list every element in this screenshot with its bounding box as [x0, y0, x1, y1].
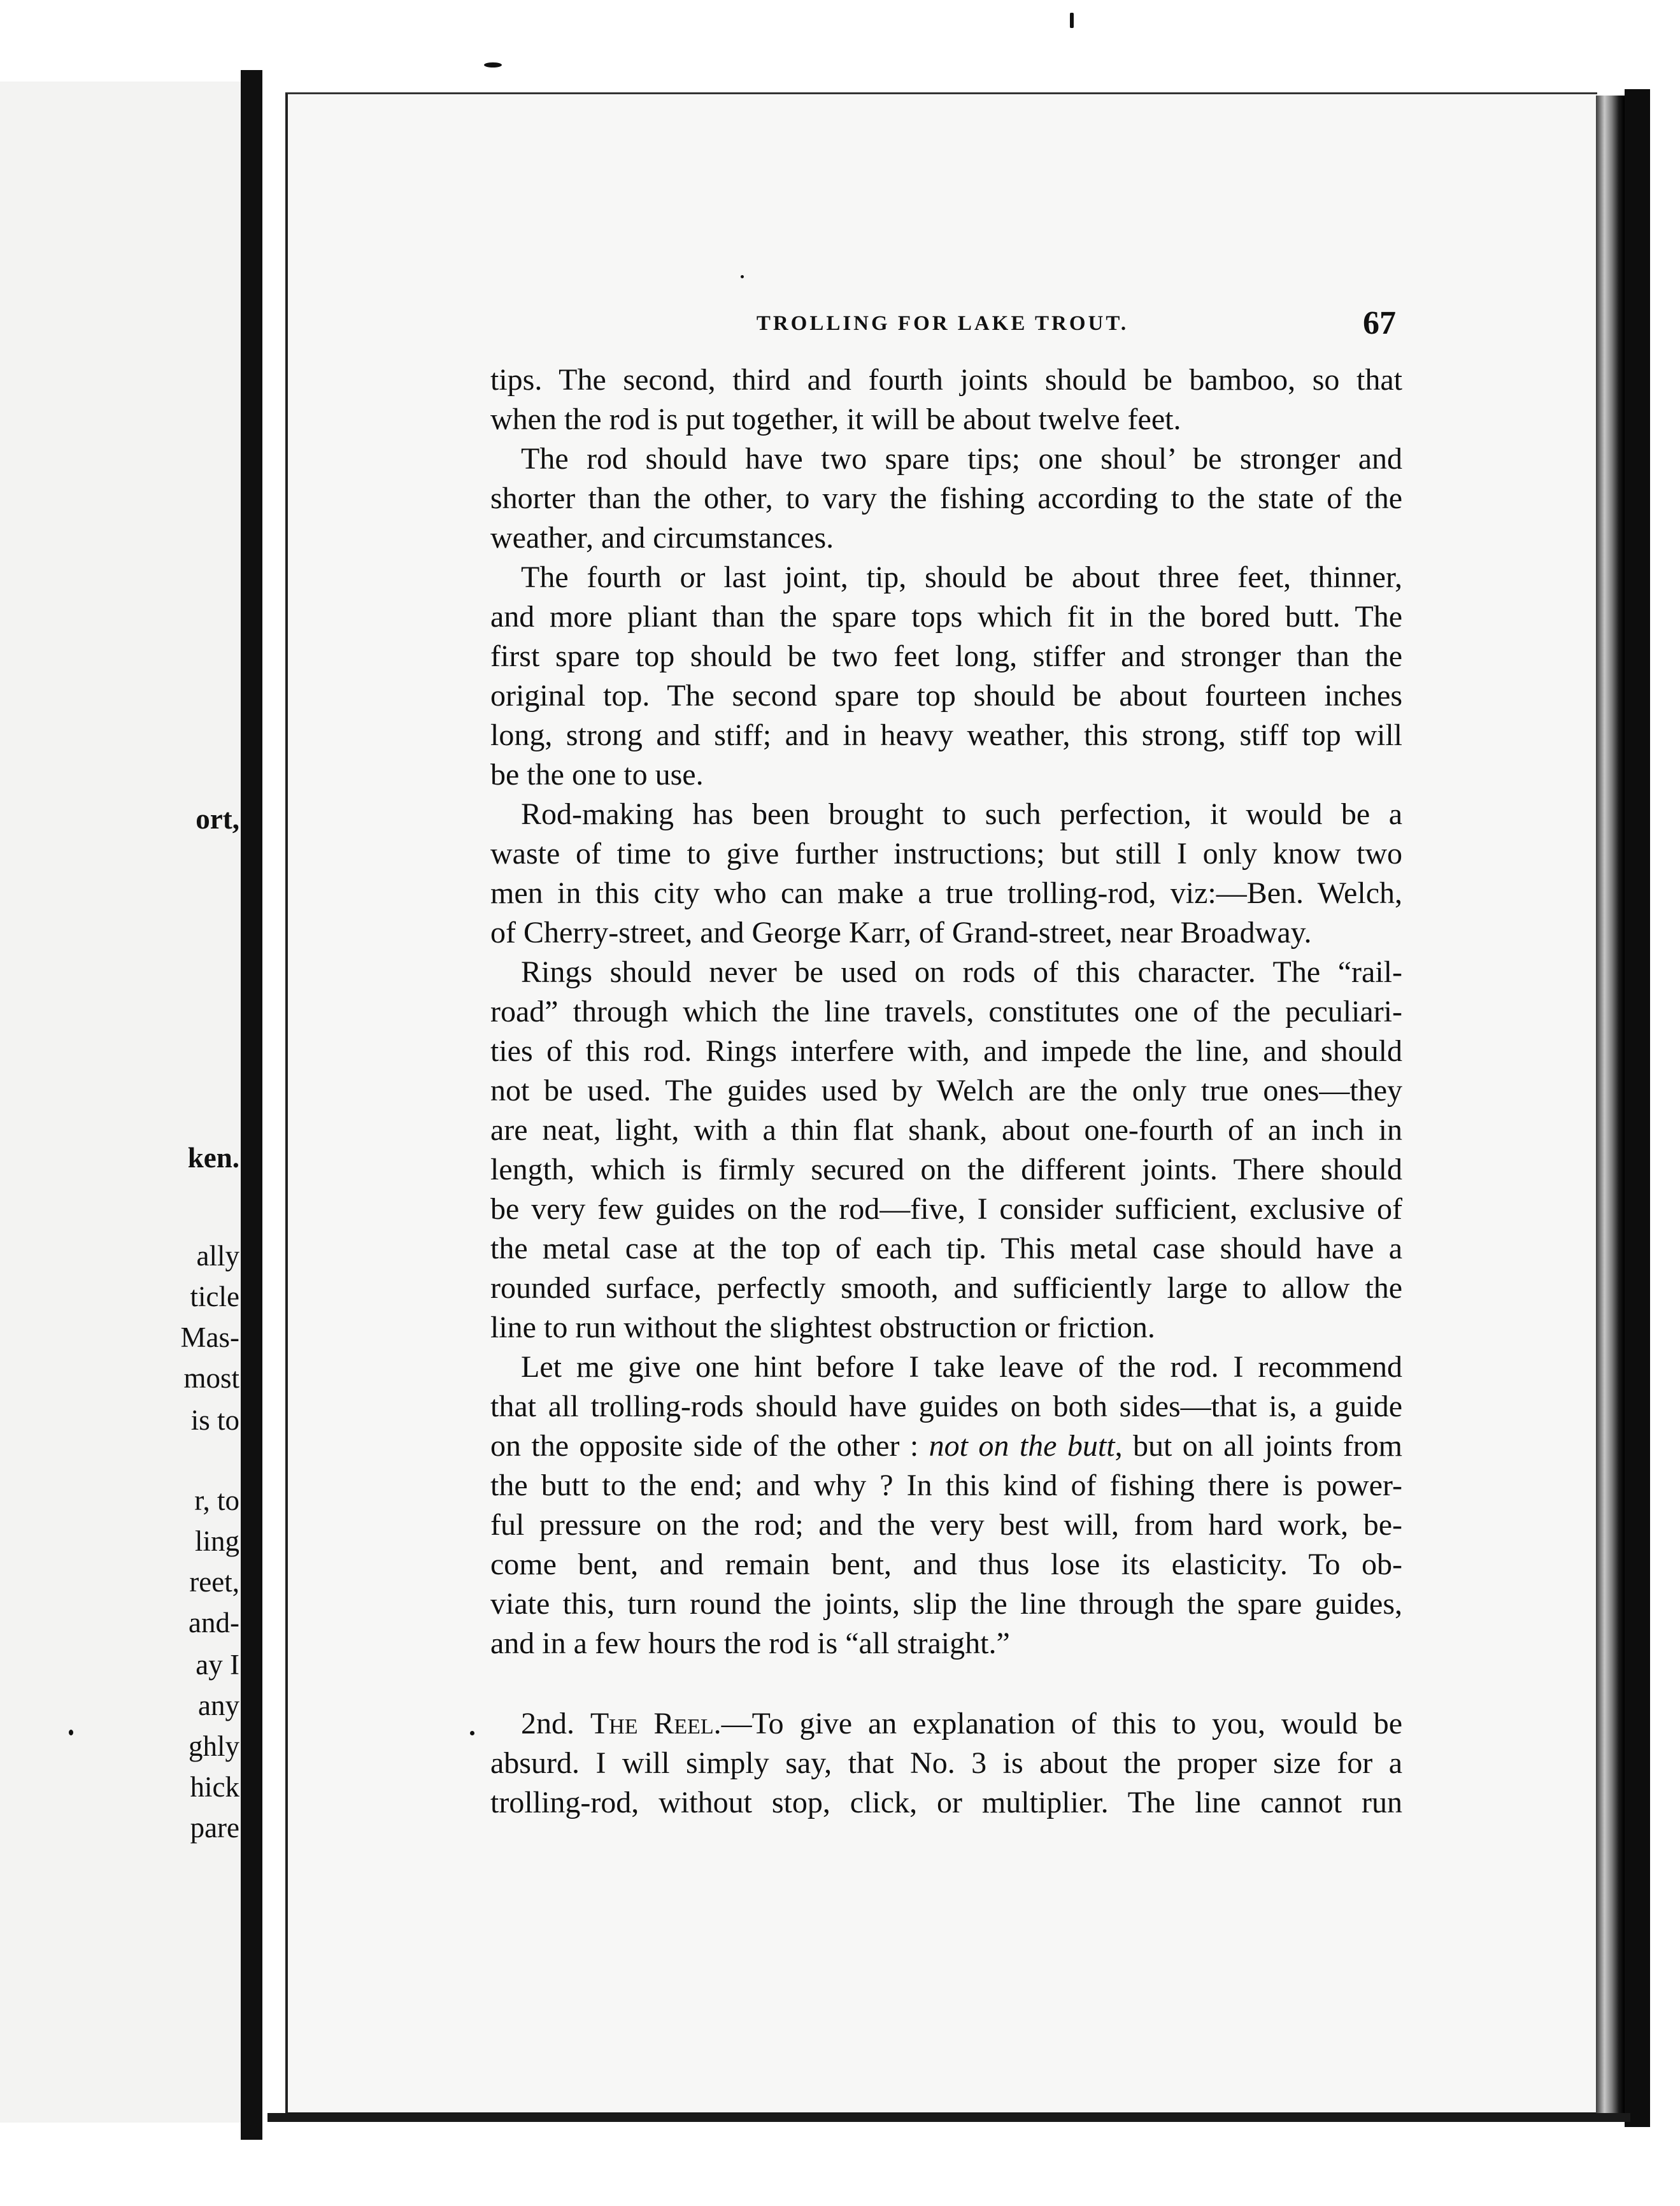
scan-speck: [741, 275, 744, 278]
text-line: tips. The second, third and fourth joints should be bamboo, so that: [490, 363, 1402, 397]
paragraph: [490, 360, 1402, 439]
text-line: road” through which the line travels, constitutes one of the peculiari-: [490, 995, 1402, 1028]
text-line: long, strong and stiff; and in heavy weather, this strong, stiff top will: [490, 718, 1402, 752]
paragraph: [490, 439, 1402, 558]
text-line: when the rod is put together, it will be about twelve feet.: [490, 402, 1181, 436]
text-line: ties of this rod. Rings interfere with, and impede the line, and should: [490, 1034, 1402, 1068]
section-gap: [490, 1663, 1402, 1704]
running-head: TROLLING FOR LAKE TROUT.: [756, 312, 1129, 335]
text-line: be the one to use.: [490, 758, 704, 792]
text-line: [490, 1704, 1402, 1744]
left-page-fragment: Mas-: [180, 1321, 239, 1353]
paragraph: [490, 953, 1402, 1348]
paragraph: [490, 558, 1402, 795]
page-edge: [1596, 96, 1625, 2121]
left-page-fragment: ticle: [190, 1281, 239, 1313]
text-line: absurd. I will simply say, that No. 3 is about the proper size for a: [490, 1746, 1402, 1780]
text-run: , but on all joints from: [1114, 1429, 1403, 1463]
text-line: waste of time to give further instructions; but still I only know two: [490, 837, 1402, 871]
text-line: that all trolling-rods should have guides on both sides—that is, a guide: [490, 1390, 1402, 1423]
text-run: on the opposite side of the other :: [490, 1429, 929, 1463]
left-page-fragment: any: [198, 1690, 239, 1721]
text-line: Rod-making has been brought to such perfection, it would be a: [521, 797, 1402, 831]
paragraph: [490, 1348, 1402, 1663]
section-heading: The Reel.: [590, 1707, 722, 1740]
left-page-fragment: ling: [194, 1525, 239, 1557]
text-line: line to run without the slightest obstruction or friction.: [490, 1311, 1155, 1344]
left-page-fragment: ort,: [196, 803, 239, 835]
left-page-fragment: and-: [189, 1607, 239, 1639]
text-line: first spare top should be two feet long, stiffer and stronger than the: [490, 639, 1402, 673]
scan-border: [1625, 89, 1650, 2127]
text-line: and more pliant than the spare tops which fit in the bored butt. The: [490, 600, 1402, 634]
text-line: weather, and circumstances.: [490, 521, 834, 555]
text-line: original top. The second spare top should be about fourteen inches: [490, 679, 1402, 713]
left-page-fragment: ken.: [187, 1142, 239, 1174]
left-page-fragment: ay I: [196, 1649, 239, 1681]
text-line: length, which is firmly secured on the different joints. There should: [490, 1153, 1402, 1186]
left-page-fragment: ghly: [188, 1730, 239, 1762]
text-line: and in a few hours the rod is “all straight.”: [490, 1626, 1010, 1660]
text-line: of Cherry-street, and George Karr, of Grand-street, near Broadway.: [490, 916, 1312, 950]
left-page-fragment: r, to: [194, 1484, 239, 1516]
text-line: Rings should never be used on rods of this character. The “rail-: [521, 955, 1402, 989]
text-line: not be used. The guides used by Welch are the only true ones—they: [490, 1074, 1402, 1107]
left-page-fragment: reet,: [189, 1566, 239, 1598]
text-line: viate this, turn round the joints, slip the line through the spare guides,: [490, 1587, 1402, 1621]
text-line: trolling-rod, without stop, click, or multiplier. The line cannot run: [490, 1786, 1402, 1819]
section-number: 2nd.: [521, 1707, 590, 1740]
scan-speck: [470, 1731, 474, 1735]
scan-speck: [1070, 13, 1074, 28]
text-line: The fourth or last joint, tip, should be about three feet, thinner,: [521, 560, 1402, 594]
text-line: ful pressure on the rod; and the very best will, from hard work, be-: [490, 1508, 1402, 1542]
text-line: men in this city who can make a true trolling-rod, viz:—Ben. Welch,: [490, 876, 1402, 910]
page-number: 67: [1363, 305, 1396, 341]
text-line: The rod should have two spare tips; one shoul’ be stronger and: [521, 442, 1402, 476]
left-page-fragment: hick: [190, 1771, 239, 1803]
italic-phrase: not on the butt: [929, 1429, 1115, 1463]
left-page-text-fragments: [0, 0, 239, 2206]
body-text: [490, 360, 1402, 1823]
paragraph: [490, 1704, 1402, 1823]
text-line: rounded surface, perfectly smooth, and sufficiently large to allow the: [490, 1271, 1402, 1305]
left-page-fragment: pare: [190, 1812, 239, 1844]
book-gutter: [241, 70, 262, 2140]
left-page-fragment: is to: [190, 1404, 239, 1436]
left-page-fragment: ally: [196, 1240, 239, 1272]
text-line: [490, 1427, 1402, 1466]
text-line: be very few guides on the rod—five, I consider sufficient, exclusive of: [490, 1192, 1402, 1226]
scan-speck: [69, 1730, 73, 1735]
text-line: Let me give one hint before I take leave of the rod. I recommend: [521, 1350, 1402, 1384]
scan-speck: [484, 62, 502, 68]
text-run: —To give an explanation of this to you, would be: [721, 1707, 1403, 1740]
text-line: the metal case at the top of each tip. This metal case should have a: [490, 1232, 1402, 1265]
text-line: the butt to the end; and why ? In this kind of fishing there is power-: [490, 1469, 1402, 1502]
text-line: shorter than the other, to vary the fishing according to the state of the: [490, 481, 1402, 515]
text-line: are neat, light, with a thin flat shank, about one-fourth of an inch in: [490, 1113, 1402, 1147]
left-page-fragment: most: [183, 1362, 239, 1394]
text-line: come bent, and remain bent, and thus lose its elasticity. To ob-: [490, 1548, 1402, 1581]
paragraph: [490, 795, 1402, 953]
page-bottom-edge: [267, 2113, 1630, 2122]
